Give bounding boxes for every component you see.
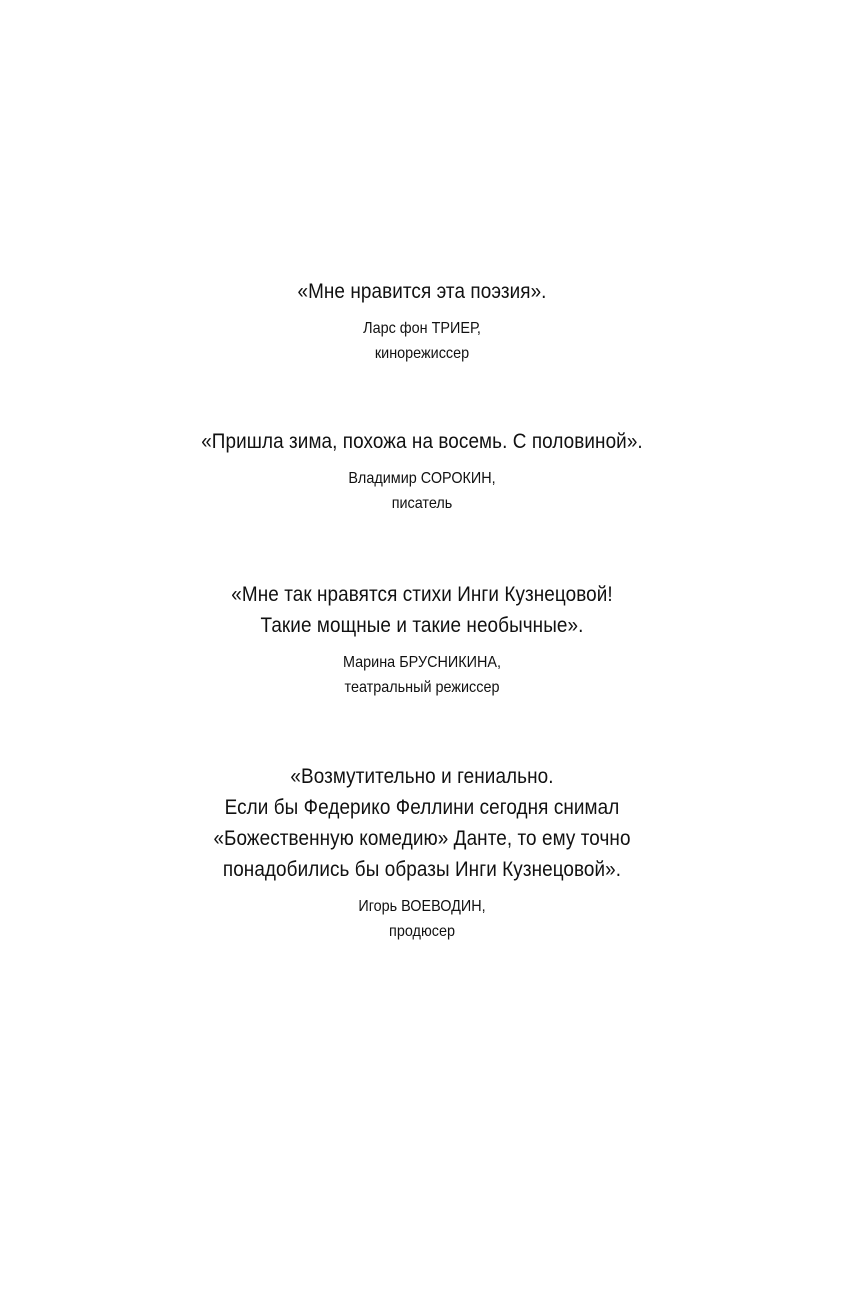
testimonial-attribution bbox=[42, 466, 802, 516]
quote-line: «Пришла зима, похожа на восемь. С половиной». bbox=[201, 430, 643, 453]
testimonial-brusnikina bbox=[0, 579, 844, 700]
testimonial-quote bbox=[42, 276, 802, 307]
testimonial-voevodin bbox=[0, 761, 844, 944]
author-name: Владимир СОРОКИН, bbox=[348, 470, 496, 487]
author-name: Марина БРУСНИКИНА, bbox=[343, 654, 501, 671]
testimonial-sorokin bbox=[0, 426, 844, 516]
author-name: Ларс фон ТРИЕР, bbox=[363, 320, 481, 337]
testimonial-quote bbox=[42, 426, 802, 457]
quote-line: «Возмутительно и гениально. bbox=[290, 765, 554, 788]
author-role: кинорежиссер bbox=[374, 345, 470, 362]
author-role: продюсер bbox=[389, 923, 455, 940]
author-name: Игорь ВОЕВОДИН, bbox=[358, 898, 486, 915]
testimonial-trier bbox=[0, 276, 844, 366]
testimonial-quote bbox=[42, 579, 802, 641]
author-role: писатель bbox=[391, 495, 453, 512]
quote-line: Если бы Федерико Феллини сегодня снимал bbox=[224, 796, 620, 819]
quote-line: понадобились бы образы Инги Кузнецовой». bbox=[222, 858, 622, 881]
testimonial-attribution bbox=[42, 650, 802, 700]
testimonial-attribution bbox=[42, 894, 802, 944]
quote-line: «Мне нравится эта поэзия». bbox=[297, 280, 547, 303]
testimonial-quote bbox=[42, 761, 802, 885]
quote-line: Такие мощные и такие необычные». bbox=[260, 614, 584, 637]
author-role: театральный режиссер bbox=[344, 679, 500, 696]
testimonial-attribution bbox=[42, 316, 802, 366]
quote-line: «Божественную комедию» Данте, то ему точно bbox=[213, 827, 631, 850]
quote-line: «Мне так нравятся стихи Инги Кузнецовой! bbox=[231, 583, 613, 606]
